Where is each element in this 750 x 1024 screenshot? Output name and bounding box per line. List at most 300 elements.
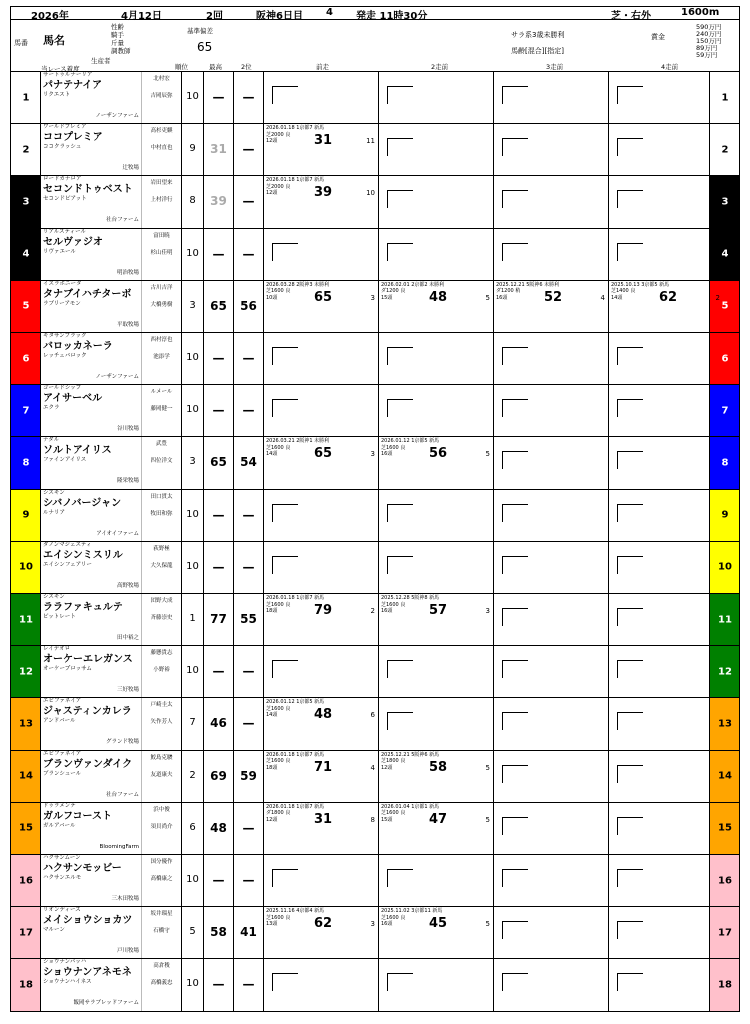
past-race-runners: 12頭 (266, 138, 278, 145)
rank-value: 2 (181, 751, 203, 802)
past-race-empty (378, 333, 493, 384)
umaban-cell (11, 751, 41, 802)
past-race-empty (378, 385, 493, 436)
horse-name[interactable]: ガルフコースト (43, 810, 112, 822)
past-race-date: 2026.01.12 1京都5 新馬 (381, 438, 440, 445)
past-race-empty (608, 803, 723, 854)
sire-name: ナダル (43, 437, 60, 444)
empty-box (272, 556, 298, 574)
past-race-course: 芝1600 良 (266, 288, 291, 295)
breeder-name: 社台ファーム (106, 791, 139, 798)
jockey-name: 戸崎圭太 (150, 702, 173, 709)
rank-value: 10 (181, 646, 203, 697)
horse-row[interactable] (10, 646, 740, 698)
horse-name[interactable]: ソルトアイリス (43, 445, 112, 457)
past-race-place: 10 (366, 189, 375, 198)
jockey-name: 団野大成 (150, 598, 173, 604)
base-value: 65 (197, 40, 213, 54)
trainer-name: 高橋義忠 (150, 980, 173, 987)
past-race[interactable] (378, 281, 493, 332)
empty-box (502, 451, 528, 469)
jockey-name: 高杉吏麒 (150, 128, 173, 135)
umaban-cell (11, 490, 41, 541)
past-race-empty (378, 959, 493, 1010)
past-race[interactable] (263, 698, 378, 749)
best-index: 39 (203, 176, 233, 227)
past-race-empty (493, 698, 608, 749)
past-race[interactable] (263, 176, 378, 227)
race-number: 4 (326, 7, 333, 18)
rank-value: 10 (181, 959, 203, 1010)
past-race-empty (493, 437, 608, 488)
sire-name: エピファネイア (43, 750, 82, 757)
second-index: 55 (233, 594, 263, 645)
dam-name: アンドバール (43, 718, 76, 725)
past-race-empty (493, 855, 608, 906)
rank-value: 7 (181, 698, 203, 749)
past-race[interactable] (378, 594, 493, 645)
empty-box (617, 399, 643, 417)
past-race-empty (378, 490, 493, 541)
past-race-empty (608, 698, 723, 749)
horse-name[interactable]: ブランヴァンダイク (43, 758, 133, 770)
breeder-name: グランド牧場 (105, 739, 139, 746)
horse-row[interactable] (10, 124, 740, 176)
horse-row[interactable] (10, 803, 740, 855)
best-index: 46 (203, 698, 233, 749)
horse-row[interactable] (10, 385, 740, 437)
past-race-place: 4 (600, 293, 605, 302)
empty-box (617, 347, 643, 365)
dam-name: ショウナンハイネス (43, 979, 92, 986)
past-race-empty (493, 490, 608, 541)
empty-box (502, 869, 528, 887)
sire-name: ワールドプレミア (43, 124, 87, 131)
past-race-empty (608, 751, 723, 802)
horse-row[interactable] (10, 281, 740, 333)
sire-name: イスラボニータ (43, 280, 82, 287)
race-start: 発走 11時30分 (356, 11, 428, 22)
horse-row[interactable] (10, 437, 740, 489)
horse-name[interactable]: アイサーベル (43, 393, 103, 405)
horse-info (41, 333, 141, 384)
rank-value: 10 (181, 490, 203, 541)
dam-name: ピットレート (43, 614, 76, 620)
second-index: 56 (233, 281, 263, 332)
rank-value: 10 (181, 333, 203, 384)
empty-box (502, 608, 528, 626)
past-race-runners: 10頭 (266, 294, 278, 301)
second-index: 59 (233, 751, 263, 802)
horse-row[interactable] (10, 490, 740, 542)
empty-box (387, 556, 413, 574)
best-index: 65 (203, 437, 233, 488)
past-race-date: 2025.11.02 3京都11 新馬 (381, 908, 443, 915)
breeder-name: 戸川牧場 (116, 948, 139, 955)
past-race-course: 芝1800 良 (381, 758, 406, 765)
empty-box (272, 869, 298, 887)
umaban-number: 18 (718, 979, 732, 991)
rank-value: 1 (181, 594, 203, 645)
past-race-index: 31 (314, 811, 333, 827)
past-race-empty (493, 907, 608, 958)
umaban-number: 1 (22, 92, 30, 104)
jockey-name: 国分優作 (150, 859, 173, 865)
past-race[interactable] (263, 907, 378, 958)
label-weight: 斤量 (111, 39, 124, 47)
horse-row[interactable] (10, 907, 740, 959)
best-index: — (203, 959, 233, 1010)
past-race[interactable] (263, 124, 378, 175)
trainer-name: 吉岡辰弥 (150, 93, 173, 99)
empty-box (617, 712, 643, 730)
umaban-number: 14 (19, 770, 33, 782)
second-index: 41 (233, 907, 263, 958)
past-race-place: 3 (485, 607, 490, 615)
trainer-name: 小野裕 (153, 667, 170, 674)
jockey-name: 浜中俊 (153, 806, 170, 813)
umaban-number: 12 (19, 666, 33, 678)
past-race-index: 52 (544, 289, 563, 305)
race-header (10, 6, 740, 20)
past-race[interactable] (378, 751, 493, 802)
umaban-cell (11, 385, 41, 436)
second-index: — (233, 698, 263, 749)
past-race-empty (263, 72, 378, 123)
sire-name: レイデオロ (43, 646, 71, 653)
past-race-index: 58 (429, 759, 448, 775)
best-index: — (203, 385, 233, 436)
trainer-name: 須貝尚介 (150, 823, 173, 830)
race-distance: 1600m (681, 7, 720, 18)
race-year: 2026年 (31, 11, 69, 22)
past-race[interactable] (608, 281, 723, 332)
horse-row[interactable] (10, 751, 740, 803)
past-race[interactable] (263, 437, 378, 488)
empty-box (387, 869, 413, 887)
jockey-name: 鮫島克駿 (150, 754, 173, 761)
past-race-empty (608, 72, 723, 123)
past-race-date: 2025.11.16 4京都4 新馬 (266, 908, 325, 915)
horse-info (41, 907, 141, 958)
past-race[interactable] (378, 907, 493, 958)
empty-box (272, 347, 298, 365)
rank-value: 9 (181, 124, 203, 175)
umaban-number: 11 (718, 614, 732, 626)
sire-name: リオンディーズ (43, 907, 81, 914)
horse-name[interactable]: パナテナイア (43, 80, 102, 91)
horse-info (41, 72, 141, 123)
past-race-date: 2026.01.18 1京都7 新馬 (266, 125, 325, 132)
dam-name: リヴァエール (43, 248, 76, 255)
horse-row[interactable] (10, 542, 740, 594)
umaban-number: 16 (19, 875, 33, 887)
empty-box (502, 921, 528, 939)
dam-name: リクエスト (43, 92, 71, 98)
jockey-name: 富田暁 (153, 232, 170, 239)
umaban-cell (11, 72, 41, 123)
horse-name[interactable]: メイショウショカツ (43, 915, 133, 927)
umaban-cell (11, 542, 41, 593)
second-index: — (233, 803, 263, 854)
past-race-empty (608, 646, 723, 697)
umaban-cell (11, 646, 41, 697)
past-race-empty (493, 751, 608, 802)
past-race-place: 2 (370, 607, 375, 615)
horse-info (41, 646, 141, 697)
trainer-name: 牧田和弥 (150, 510, 173, 517)
jockey-cell (141, 333, 181, 384)
horse-name[interactable]: セルヴァジオ (43, 236, 103, 248)
trainer-name: 中村直也 (150, 145, 173, 152)
past-race[interactable] (263, 751, 378, 802)
rank-value: 10 (181, 229, 203, 280)
past-race[interactable] (378, 437, 493, 488)
past-race-empty (378, 176, 493, 227)
past-race-empty (493, 333, 608, 384)
jockey-name: 荻野極 (153, 545, 170, 552)
trainer-name: 杉山佳明 (150, 249, 173, 256)
best-index: — (203, 646, 233, 697)
past-race-date: 2026.01.18 1京都7 新馬 (266, 751, 325, 758)
past-race-index: 31 (314, 133, 333, 149)
past-race-place: 2 (715, 293, 720, 302)
horse-info (41, 229, 141, 280)
empty-box (387, 347, 413, 365)
rank-value: 6 (181, 803, 203, 854)
dam-name: オーケープロッサム (43, 666, 92, 673)
dam-name: ルナリア (43, 509, 66, 516)
empty-box (502, 86, 528, 104)
dam-name: レッチェバロック (43, 353, 87, 359)
past-race-empty (493, 124, 608, 175)
past-race-empty (378, 646, 493, 697)
past-race-empty (493, 229, 608, 280)
horse-info (41, 803, 141, 854)
jockey-cell (141, 281, 181, 332)
horse-name[interactable]: バロッカネーラ (43, 341, 113, 352)
empty-box (617, 243, 643, 261)
rank-value: 10 (181, 385, 203, 436)
umaban-cell (11, 281, 41, 332)
best-index: 48 (203, 803, 233, 854)
past-race-empty (493, 803, 608, 854)
rank-value: 3 (181, 437, 203, 488)
past-race-empty (493, 594, 608, 645)
dam-name: ファインアイリス (43, 457, 87, 464)
horse-name[interactable]: ココプレミア (43, 132, 103, 144)
horse-name[interactable]: ハクサンモッビー (43, 863, 122, 874)
past-race[interactable] (263, 803, 378, 854)
jockey-cell (141, 176, 181, 227)
best-index: — (203, 542, 233, 593)
umaban-number: 10 (19, 561, 33, 573)
empty-box (502, 347, 528, 365)
jockey-name: 西村淳也 (150, 337, 173, 343)
horse-row[interactable] (10, 855, 740, 907)
jockey-name: 武豊 (155, 441, 167, 448)
past-race-empty (608, 176, 723, 227)
umaban-number: 6 (22, 353, 30, 365)
horse-name[interactable]: ジャスティンカレラ (43, 706, 132, 718)
jockey-cell (141, 124, 181, 175)
empty-box (617, 451, 643, 469)
rank-value: 5 (181, 907, 203, 958)
past-race-index: 48 (429, 289, 448, 305)
best-index: 65 (203, 281, 233, 332)
horse-name[interactable]: ララファキュルテ (43, 602, 123, 613)
jockey-name: 岩田望来 (150, 180, 173, 187)
umaban-cell (11, 855, 41, 906)
umaban-number: 4 (22, 248, 30, 260)
empty-box (502, 765, 528, 783)
label-second: 2位 (241, 63, 252, 71)
prize-5: 59万円 (696, 51, 718, 59)
umaban-number: 14 (718, 770, 732, 782)
umaban-number: 7 (22, 405, 30, 417)
label-best: 最高 (209, 63, 222, 71)
horse-row[interactable] (10, 959, 740, 1011)
best-index: — (203, 72, 233, 123)
past-race-place: 11 (366, 137, 375, 146)
past-race-course: 芝1600 良 (266, 444, 291, 451)
past-race-runners: 15頭 (381, 294, 393, 301)
second-index: — (233, 72, 263, 123)
past-race-empty (263, 385, 378, 436)
horse-name[interactable]: エイシンミスリル (43, 549, 123, 561)
past-race-index: 62 (314, 916, 333, 932)
horse-name[interactable]: タナブイハチターボ (43, 288, 132, 300)
past-race-date: 2025.12.21 5阪神6 未勝利 (496, 281, 560, 288)
past-race-place: 8 (370, 815, 375, 824)
past-race-date: 2026.01.18 1京都7 新馬 (266, 177, 325, 184)
label-prev: 前走 (316, 63, 329, 71)
past-race-place: 4 (370, 763, 375, 772)
past-race-date: 2026.01.18 1京都7 新馬 (266, 803, 325, 810)
past-race-index: 57 (429, 603, 448, 618)
horse-name[interactable]: ショウナンアネモネ (43, 967, 132, 979)
empty-box (617, 504, 643, 522)
second-index: — (233, 542, 263, 593)
jockey-name: 坂井瑠星 (150, 911, 173, 918)
label-rank: 順位 (175, 63, 188, 71)
sire-name: リアルスティール (43, 228, 86, 235)
umaban-number: 2 (22, 144, 30, 156)
empty-box (272, 504, 298, 522)
label-name: 馬名 (43, 34, 65, 47)
best-index: — (203, 855, 233, 906)
past-race[interactable] (263, 281, 378, 332)
past-race-course: 芝1600 良 (266, 914, 291, 921)
umaban-number: 9 (22, 509, 30, 521)
dam-name: エクラ (43, 405, 60, 412)
past-race-runners: 16頭 (381, 921, 393, 928)
rank-value: 10 (181, 855, 203, 906)
sire-name: ハクサンムーン (43, 855, 81, 861)
dam-name: ラブリーアモン (43, 300, 81, 307)
horse-info (41, 281, 141, 332)
trainer-name: 高橋康之 (150, 876, 173, 882)
horse-row[interactable] (10, 176, 740, 228)
empty-box (617, 765, 643, 783)
past-race[interactable] (493, 281, 608, 332)
rank-value: 10 (181, 542, 203, 593)
past-race-empty (608, 124, 723, 175)
empty-box (502, 712, 528, 730)
past-race-index: 48 (314, 707, 333, 723)
horse-row[interactable] (10, 594, 740, 646)
breeder-name: 谷川牧場 (116, 426, 139, 433)
sire-name: ゴールドシップ (43, 385, 82, 392)
rank-value: 8 (181, 176, 203, 227)
umaban-cell (11, 594, 41, 645)
past-race-empty (378, 124, 493, 175)
past-race-runners: 12頭 (266, 190, 278, 197)
horse-info (41, 176, 141, 227)
horse-info (41, 437, 141, 488)
horse-row[interactable] (10, 229, 740, 281)
best-index: — (203, 490, 233, 541)
second-index: — (233, 646, 263, 697)
horse-info (41, 594, 141, 645)
past-race-place: 5 (485, 763, 490, 772)
past-race-place: 5 (485, 815, 490, 824)
past-race-empty (378, 229, 493, 280)
umaban-number: 9 (721, 509, 729, 521)
past-race-date: 2026.01.18 1京都7 新馬 (266, 595, 325, 601)
empty-box (502, 138, 528, 156)
horse-info (41, 124, 141, 175)
horse-row[interactable] (10, 72, 740, 124)
past-race-date: 2026.03.28 2阪神3 未勝利 (266, 281, 330, 288)
label-sex: 性齢 (111, 23, 124, 31)
jockey-cell (141, 594, 181, 645)
past-race-empty (493, 385, 608, 436)
horse-row[interactable] (10, 698, 740, 750)
past-race-date: 2026.01.12 1京都5 新馬 (266, 699, 325, 706)
umaban-number: 17 (718, 927, 732, 939)
past-race-place: 3 (370, 920, 375, 929)
past-race-index: 47 (429, 811, 448, 827)
past-race-runners: 18頭 (266, 608, 278, 614)
umaban-cell (11, 803, 41, 854)
horse-name[interactable]: オーケーエレガンス (43, 654, 133, 666)
umaban-number: 3 (22, 196, 30, 208)
empty-box (272, 973, 298, 991)
sire-name: エピファネイア (43, 698, 82, 705)
horse-name[interactable]: セコンドトゥベスト (43, 184, 133, 196)
dam-name: エイシンフェアリー (43, 561, 92, 568)
empty-box (617, 190, 643, 208)
label-base: 基準偏差 (187, 27, 213, 35)
empty-box (272, 243, 298, 261)
past-race[interactable] (378, 803, 493, 854)
empty-box (617, 973, 643, 991)
jockey-name: ルメール (150, 389, 173, 396)
empty-box (387, 190, 413, 208)
horse-name[interactable]: シバノバージャン (43, 497, 122, 509)
label-jockey: 騎手 (111, 31, 124, 39)
race-date: 4月12日 (121, 11, 162, 22)
empty-box (387, 660, 413, 678)
label-breeder: 生産者 (91, 57, 111, 65)
horse-row[interactable] (10, 333, 740, 385)
past-race[interactable] (263, 594, 378, 645)
empty-box (617, 660, 643, 678)
second-index: — (233, 124, 263, 175)
past-race-empty (608, 594, 723, 645)
dam-name: セコンドピアット (43, 196, 87, 203)
